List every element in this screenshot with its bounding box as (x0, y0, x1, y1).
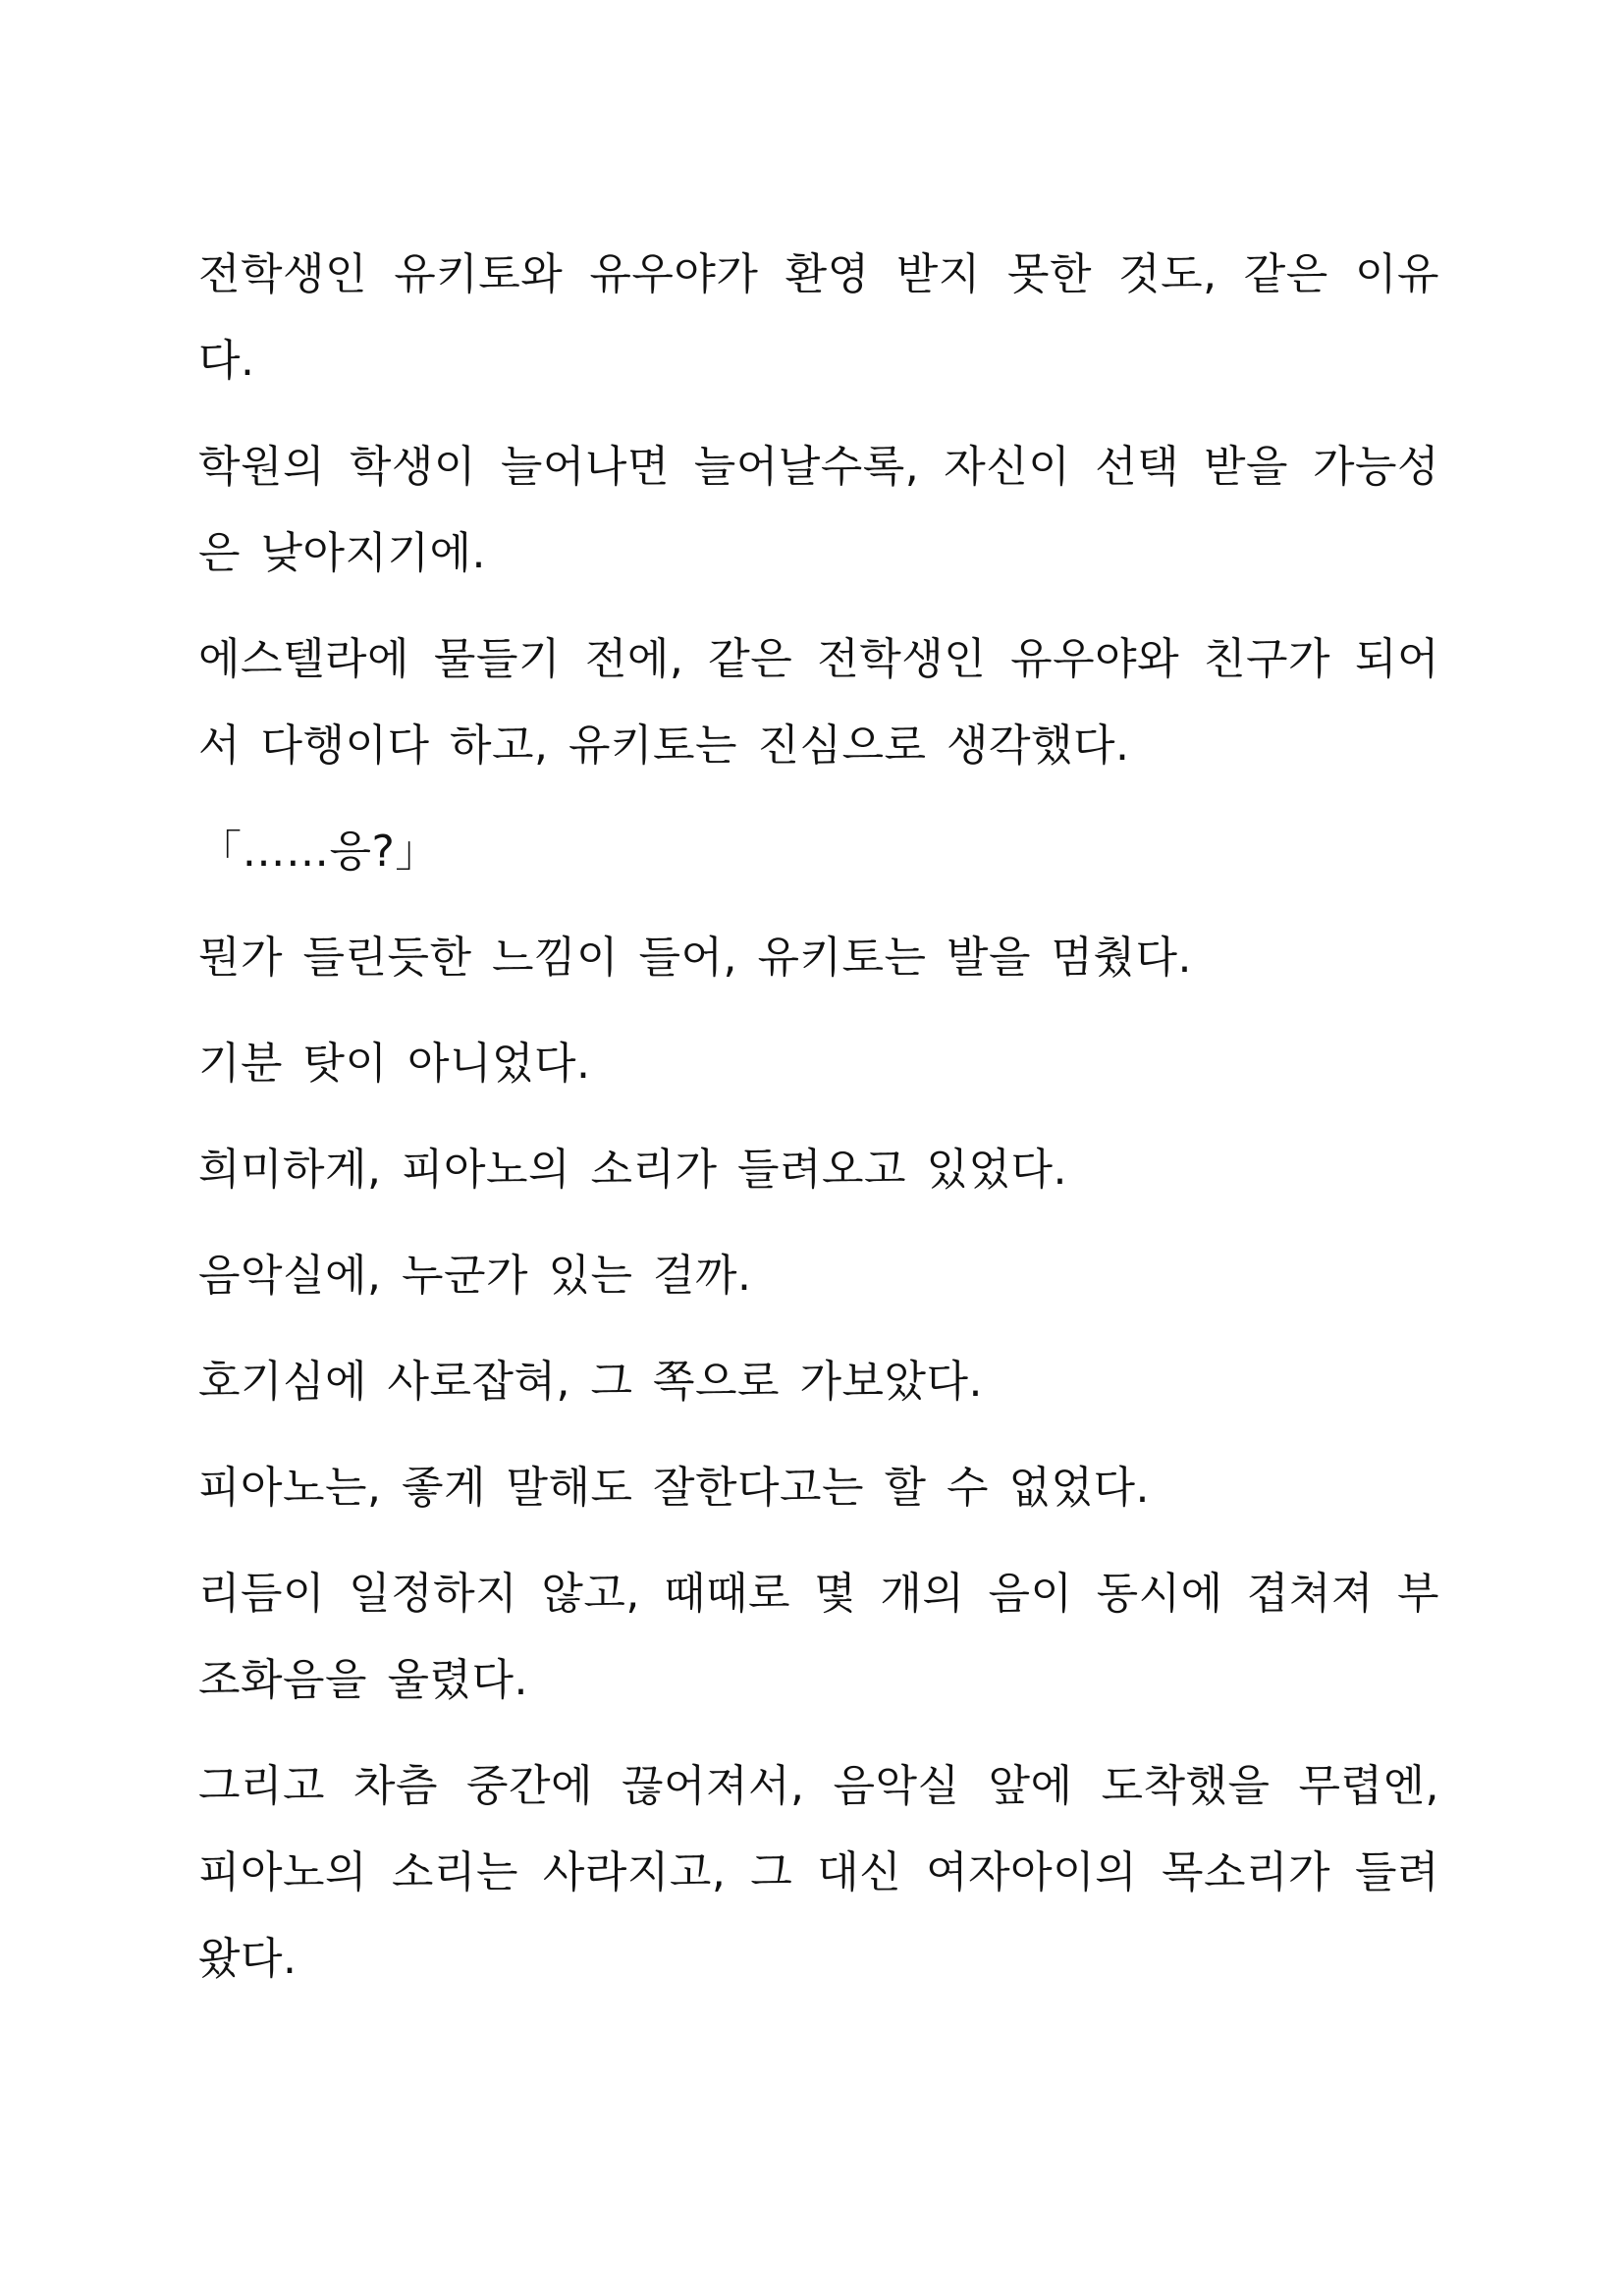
paragraph: 피아노는, 좋게 말해도 잘한다고는 할 수 없었다. (198, 1463, 1150, 1513)
paragraph: 호기심에 사로잡혀, 그 쪽으로 가보았다. (198, 1357, 983, 1407)
paragraph: 에스텔라에 물들기 전에, 같은 전학생인 유우야와 친구가 되어서 다행이다 하고, 유키토는 진심으로 생각했다. (198, 634, 1439, 771)
paragraph: 전학생인 유키토와 유우야가 환영 받지 못한 것도, 같은 이유다. (198, 249, 1439, 386)
paragraph: 음악실에, 누군가 있는 걸까. (198, 1251, 752, 1301)
paragraph: 리듬이 일정하지 않고, 때때로 몇 개의 음이 동시에 겹쳐져 부조화음을 울렸다. (198, 1569, 1439, 1705)
paragraph: 학원의 학생이 늘어나면 늘어날수록, 자신이 선택 받을 가능성은 낮아지기에. (198, 442, 1439, 578)
paragraph: 뭔가 들린듯한 느낌이 들어, 유키토는 발을 멈췄다. (198, 933, 1192, 983)
paragraph: 그리고 차츰 중간에 끊어져서, 음악실 앞에 도착했을 무렵엔, 피아노의 소리는 사라지고, 그 대신 여자아이의 목소리가 들려왔다. (198, 1761, 1439, 1984)
paragraph: 희미하게, 피아노의 소리가 들려오고 있었다. (198, 1145, 1067, 1195)
paragraph: 기분 탓이 아니었다. (198, 1039, 591, 1089)
dialogue-line: 「……응?」 (198, 827, 439, 877)
text-body (198, 232, 1439, 2002)
